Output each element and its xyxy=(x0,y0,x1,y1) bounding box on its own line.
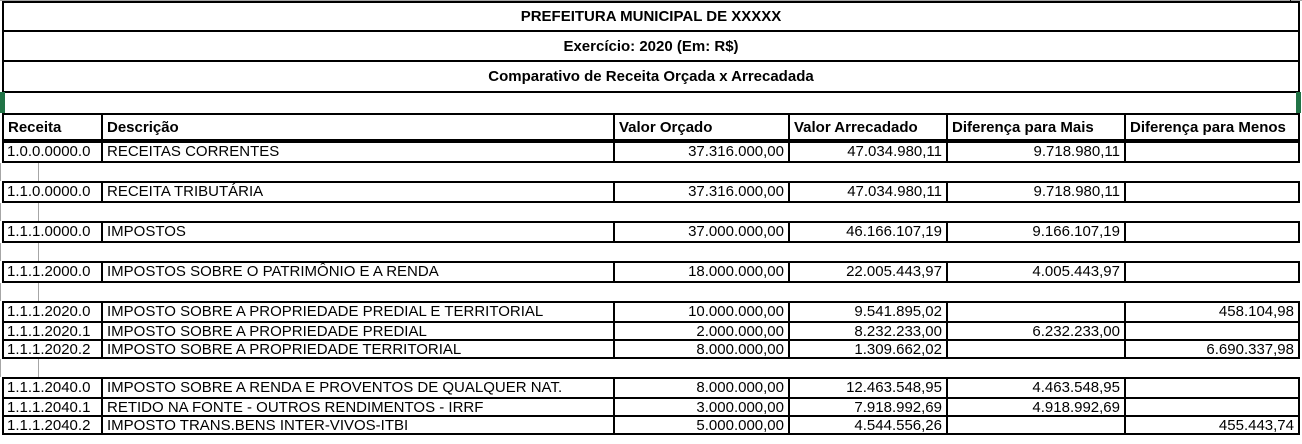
diferenca-menos-cell[interactable] xyxy=(1124,223,1298,241)
descricao-cell[interactable]: RECEITA TRIBUTÁRIA xyxy=(101,183,613,201)
diferenca-menos-cell[interactable] xyxy=(1124,143,1298,161)
header-receita[interactable]: Receita xyxy=(8,118,62,136)
receita-code-cell[interactable]: 1.1.1.2000.0 xyxy=(7,263,91,280)
table-row xyxy=(4,223,1298,241)
valor-arrecadado-cell[interactable]: 9.541.895,02 xyxy=(788,303,946,321)
diferenca-mais-cell[interactable]: 4.005.443,97 xyxy=(946,263,1124,281)
valor-arrecadado-cell[interactable]: 4.544.556,26 xyxy=(788,417,946,433)
receita-code-cell[interactable]: 1.1.0.0000.0 xyxy=(7,183,91,200)
valor-orcado-cell[interactable]: 5.000.000,00 xyxy=(613,417,788,433)
table-row-group xyxy=(2,141,1300,163)
diferenca-menos-cell[interactable] xyxy=(1124,379,1298,397)
valor-orcado-cell[interactable]: 2.000.000,00 xyxy=(613,323,788,339)
diferenca-menos-cell[interactable] xyxy=(1124,263,1298,281)
receita-code-cell[interactable]: 1.1.1.2020.2 xyxy=(7,341,91,357)
valor-arrecadado-cell[interactable]: 22.005.443,97 xyxy=(788,263,946,281)
diferenca-menos-cell[interactable]: 6.690.337,98 xyxy=(1124,341,1298,357)
diferenca-mais-cell[interactable] xyxy=(946,417,1124,433)
diferenca-mais-cell[interactable]: 9.718.980,11 xyxy=(946,143,1124,161)
sheet-gap-row[interactable] xyxy=(2,163,1300,181)
valor-orcado-cell[interactable]: 8.000.000,00 xyxy=(613,341,788,357)
valor-orcado-cell[interactable]: 18.000.000,00 xyxy=(613,263,788,281)
diferenca-mais-cell[interactable]: 9.166.107,19 xyxy=(946,223,1124,241)
receita-code-cell[interactable]: 1.1.1.2040.2 xyxy=(7,417,91,433)
table-row xyxy=(4,143,1298,161)
header-descricao[interactable]: Descrição xyxy=(101,115,613,139)
report-table xyxy=(2,1,1300,435)
receita-code-cell[interactable]: 1.1.1.2040.0 xyxy=(7,379,91,396)
diferenca-menos-cell[interactable] xyxy=(1124,323,1298,339)
selection-border-right xyxy=(1296,92,1301,113)
descricao-cell[interactable]: IMPOSTO SOBRE A PROPRIEDADE PREDIAL xyxy=(101,323,613,339)
header-diferenca-mais[interactable]: Diferença para Mais xyxy=(946,115,1124,139)
table-row-group xyxy=(2,377,1300,435)
valor-orcado-cell[interactable]: 10.000.000,00 xyxy=(613,303,788,321)
diferenca-mais-cell[interactable]: 4.463.548,95 xyxy=(946,379,1124,397)
valor-orcado-cell[interactable]: 37.316.000,00 xyxy=(613,143,788,161)
descricao-cell[interactable]: IMPOSTO SOBRE A PROPRIEDADE TERRITORIAL xyxy=(101,341,613,357)
header-valor-arrecadado[interactable]: Valor Arrecadado xyxy=(788,115,946,139)
sheet-gap-row[interactable] xyxy=(2,283,1300,301)
diferenca-mais-cell[interactable]: 6.232.233,00 xyxy=(946,323,1124,339)
diferenca-menos-cell[interactable]: 458.104,98 xyxy=(1124,303,1298,321)
diferenca-mais-cell[interactable]: 4.918.992,69 xyxy=(946,399,1124,415)
table-row-group xyxy=(2,221,1300,243)
header-diferenca-menos[interactable]: Diferença para Menos xyxy=(1124,115,1298,139)
diferenca-mais-cell[interactable]: 9.718.980,11 xyxy=(946,183,1124,201)
valor-arrecadado-cell[interactable]: 46.166.107,19 xyxy=(788,223,946,241)
diferenca-mais-cell[interactable] xyxy=(946,303,1124,321)
diferenca-menos-cell[interactable]: 455.443,74 xyxy=(1124,417,1298,433)
table-row xyxy=(4,379,1298,397)
descricao-cell[interactable]: IMPOSTO SOBRE A PROPRIEDADE PREDIAL E TERRITORIAL xyxy=(101,303,613,321)
report-title-block xyxy=(2,1,1300,93)
receita-code-cell[interactable]: 1.1.1.2020.0 xyxy=(7,303,91,320)
report-subtitle-cell[interactable]: Comparativo de Receita Orçada x Arrecadada xyxy=(4,62,1298,93)
descricao-cell[interactable]: RETIDO NA FONTE - OUTROS RENDIMENTOS - IRRF xyxy=(101,399,613,415)
report-exercise-cell[interactable]: Exercício: 2020 (Em: R$) xyxy=(4,32,1298,62)
valor-orcado-cell[interactable]: 3.000.000,00 xyxy=(613,399,788,415)
table-row-group xyxy=(2,261,1300,283)
receita-code-cell[interactable]: 1.1.1.0000.0 xyxy=(7,223,91,240)
receita-code-cell[interactable]: 1.1.1.2020.1 xyxy=(7,323,91,339)
diferenca-menos-cell[interactable] xyxy=(1124,399,1298,415)
table-row xyxy=(4,183,1298,201)
valor-arrecadado-cell[interactable]: 8.232.233,00 xyxy=(788,323,946,339)
receita-code-cell[interactable]: 1.0.0.0000.0 xyxy=(7,143,91,160)
valor-arrecadado-cell[interactable]: 7.918.992,69 xyxy=(788,399,946,415)
descricao-cell[interactable]: IMPOSTO TRANS.BENS INTER-VIVOS-ITBI xyxy=(101,417,613,433)
sheet-gap-row[interactable] xyxy=(2,359,1300,377)
table-row xyxy=(4,397,1298,415)
descricao-cell[interactable]: IMPOSTO SOBRE A RENDA E PROVENTOS DE QUALQUER NAT. xyxy=(101,379,613,397)
valor-orcado-cell[interactable]: 37.316.000,00 xyxy=(613,183,788,201)
table-body xyxy=(2,141,1300,435)
descricao-cell[interactable]: IMPOSTOS SOBRE O PATRIMÔNIO E A RENDA xyxy=(101,263,613,281)
selection-border-left xyxy=(0,92,5,113)
valor-orcado-cell[interactable]: 8.000.000,00 xyxy=(613,379,788,397)
sheet-gap-row[interactable] xyxy=(2,203,1300,221)
table-row xyxy=(4,339,1298,357)
valor-arrecadado-cell[interactable]: 1.309.662,02 xyxy=(788,341,946,357)
sheet-gap-row[interactable] xyxy=(2,243,1300,261)
valor-arrecadado-cell[interactable]: 12.463.548,95 xyxy=(788,379,946,397)
table-header-row xyxy=(2,113,1300,141)
diferenca-menos-cell[interactable] xyxy=(1124,183,1298,201)
table-row xyxy=(4,303,1298,321)
descricao-cell[interactable]: RECEITAS CORRENTES xyxy=(101,143,613,161)
selected-blank-row[interactable] xyxy=(2,93,1300,113)
valor-arrecadado-cell[interactable]: 47.034.980,11 xyxy=(788,183,946,201)
descricao-cell[interactable]: IMPOSTOS xyxy=(101,223,613,241)
valor-orcado-cell[interactable]: 37.000.000,00 xyxy=(613,223,788,241)
table-row xyxy=(4,321,1298,339)
diferenca-mais-cell[interactable] xyxy=(946,341,1124,357)
table-row-group xyxy=(2,301,1300,359)
report-title-cell[interactable]: PREFEITURA MUNICIPAL DE XXXXX xyxy=(4,3,1298,32)
table-row xyxy=(4,415,1298,433)
header-valor-orcado[interactable]: Valor Orçado xyxy=(613,115,788,139)
valor-arrecadado-cell[interactable]: 47.034.980,11 xyxy=(788,143,946,161)
table-row xyxy=(4,263,1298,281)
table-row-group xyxy=(2,181,1300,203)
receita-code-cell[interactable]: 1.1.1.2040.1 xyxy=(7,399,91,415)
